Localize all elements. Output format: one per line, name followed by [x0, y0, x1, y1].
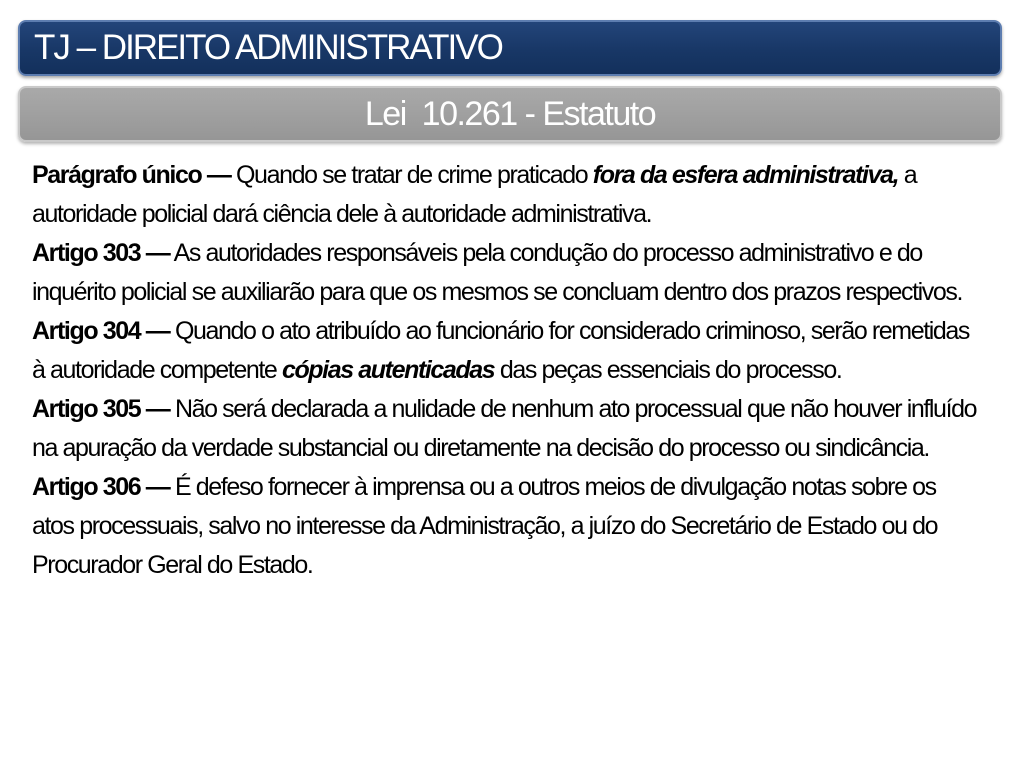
paragraph-label: Parágrafo único —	[32, 161, 231, 189]
paragraph-unico	[32, 156, 982, 234]
paragraph-artigo-304	[32, 312, 982, 390]
paragraph-artigo-305	[32, 390, 982, 468]
paragraph-emphasis: fora da esfera administrativa,	[592, 161, 899, 189]
paragraph-emphasis: cópias autenticadas	[281, 356, 495, 384]
paragraph-label: Artigo 304 —	[32, 317, 170, 345]
paragraph-text: Não será declarada a nulidade de nenhum ato processual que não houver influído na apuração da verdade substancial ou diretamente na decisão do processo ou sindicância.	[32, 395, 977, 462]
paragraph-label: Artigo 303 —	[32, 239, 170, 267]
slide-body	[32, 156, 982, 585]
paragraph-text: As autoridades responsáveis pela condução do processo administrativo e do inquérito policial se auxiliarão para que os mesmos se concluam dentro dos prazos respectivos.	[32, 239, 963, 306]
paragraph-artigo-306	[32, 468, 982, 585]
paragraph-text: Quando se tratar de crime praticado	[230, 161, 593, 189]
paragraph-text: É defeso fornecer à imprensa ou a outros meios de divulgação notas sobre os atos processuais, salvo no interesse da Administração, a juízo do Secretário de Estado ou do Procurador Geral do Estado.	[32, 473, 938, 579]
paragraph-label: Artigo 305 —	[32, 395, 170, 423]
paragraph-text: a autoridade policial dará ciência dele à autoridade administrativa.	[32, 161, 917, 228]
slide-title: TJ – DIREITO ADMINISTRATIVO	[18, 20, 1002, 76]
paragraph-artigo-303	[32, 234, 982, 312]
paragraph-text: Quando o ato atribuído ao funcionário for considerado criminoso, serão remetidas à autoridade competente	[32, 317, 970, 384]
slide-subtitle: Lei 10.261 - Estatuto	[18, 86, 1002, 142]
paragraph-text: das peças essenciais do processo.	[494, 356, 842, 384]
paragraph-label: Artigo 306 —	[32, 473, 170, 501]
